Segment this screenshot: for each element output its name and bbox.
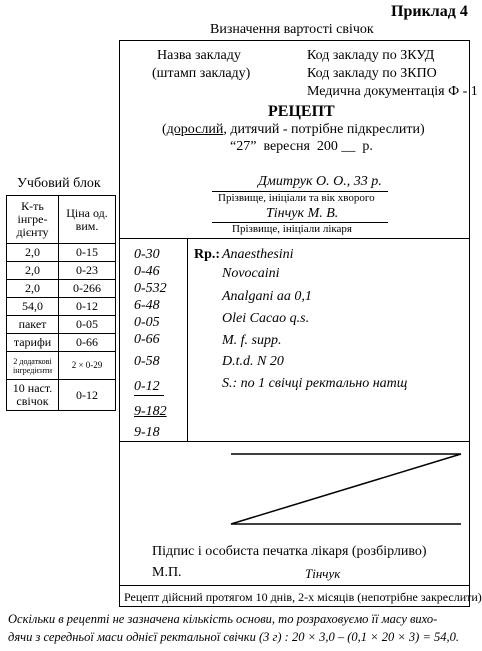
stamp-mp: М.П.	[152, 565, 182, 580]
price-cell: 0-12	[59, 380, 116, 411]
unused-space-strike	[225, 450, 470, 530]
rx-prefix: Rp.:	[194, 247, 221, 262]
rx-line: D.t.d. N 20	[222, 354, 284, 369]
price-cell: 2 × 0-29	[59, 352, 116, 380]
medical-doc: Медична документація Ф - 1	[307, 84, 478, 99]
age-note: (дорослий, дитячий - потрібне підкреслити)	[162, 122, 425, 137]
rx-line: Olei Cacao q.s.	[222, 311, 310, 326]
price-item: 6-48	[134, 298, 160, 313]
study-block-table	[6, 195, 116, 411]
patient-caption: Прізвище, ініціали та вік хворого	[218, 192, 375, 204]
table-header-row	[7, 196, 116, 244]
table-row	[7, 380, 116, 411]
rx-line: Anaesthesini	[222, 247, 294, 262]
footnote-line-2: дячи з середньої маси однієї ректальної свічки (3 г) : 20 × 3,0 – (0,1 × 20 × 3) = 54,0.	[8, 630, 460, 644]
qty-cell: 2,0	[7, 262, 59, 280]
price-item: 0-46	[134, 264, 160, 279]
header-unit-price: Ціна од. вим.	[59, 196, 116, 244]
doctor-caption: Прізвище, ініціали лікаря	[232, 223, 352, 235]
table-row	[7, 244, 116, 262]
institution-name: Назва закладу	[157, 48, 241, 63]
doctor-name: Тінчук М. В.	[266, 206, 339, 221]
price-item: 0-30	[134, 247, 160, 262]
example-label: Приклад 4	[391, 3, 468, 20]
price-column-divider	[187, 238, 188, 441]
table-row	[7, 262, 116, 280]
signature-value: Тінчук	[305, 566, 341, 581]
qty-cell: 2,0	[7, 280, 59, 298]
price-item: 0-58	[134, 354, 160, 369]
qty-cell: 54,0	[7, 298, 59, 316]
rx-bottom-divider	[119, 441, 470, 442]
qty-cell: 10 наст. свічок	[7, 380, 59, 411]
rx-top-divider	[119, 238, 470, 239]
price-cell: 0-23	[59, 262, 116, 280]
qty-cell: пакет	[7, 316, 59, 334]
qty-cell: тарифи	[7, 334, 59, 352]
rx-line: S.: по 1 свічці ректально натщ	[222, 376, 408, 391]
footnote-line-1: Оскільки в рецепті не зазначена кількість основи, то розраховуємо її масу вихо-	[8, 612, 438, 626]
price-cell: 0-266	[59, 280, 116, 298]
header-quantity: К-ть інгре-дієнту	[7, 196, 59, 244]
price-cell: 0-15	[59, 244, 116, 262]
qty-cell: 2 додаткові інгредієнти	[7, 352, 59, 380]
table-row	[7, 280, 116, 298]
price-cell: 0-05	[59, 316, 116, 334]
price-item: 0-532	[134, 281, 167, 296]
price-rounded: 9-18	[134, 425, 160, 440]
table-row	[7, 352, 116, 380]
institution-stamp: (штамп закладу)	[152, 66, 251, 81]
signature-label: Підпис і особиста печатка лікаря (розбірливо)	[152, 544, 427, 559]
price-item: 0-66	[134, 332, 160, 347]
table-row	[7, 316, 116, 334]
price-total: 9-182	[134, 404, 167, 419]
validity-note: Рецепт дійсний протягом 10 днів, 2-х місяців (непотрібне закреслити)	[124, 590, 482, 604]
table-row	[7, 334, 116, 352]
price-cell: 0-12	[59, 298, 116, 316]
validity-divider	[119, 585, 470, 586]
price-sum-underline	[134, 395, 164, 396]
table-row	[7, 298, 116, 316]
patient-name: Дмитрук О. О., 33 р.	[258, 174, 382, 189]
rx-line: Analgani aa 0,1	[222, 289, 312, 304]
recipe-title: РЕЦЕПТ	[268, 103, 335, 120]
price-item: 0-05	[134, 315, 160, 330]
rx-line: M. f. supp.	[222, 333, 282, 348]
qty-cell: 2,0	[7, 244, 59, 262]
code-zkpo: Код закладу по ЗКПО	[307, 66, 437, 81]
code-zkud: Код закладу по ЗКУД	[307, 48, 435, 63]
page-heading: Визначення вартості свічок	[210, 22, 374, 37]
age-note-adult: дорослий	[166, 122, 224, 137]
rx-line: Novocaini	[222, 266, 280, 281]
date-line: “27” вересня 200 __ р.	[230, 139, 373, 154]
study-block-title: Учбовий блок	[17, 176, 101, 191]
price-item: 0-12	[134, 379, 160, 394]
price-cell: 0-66	[59, 334, 116, 352]
